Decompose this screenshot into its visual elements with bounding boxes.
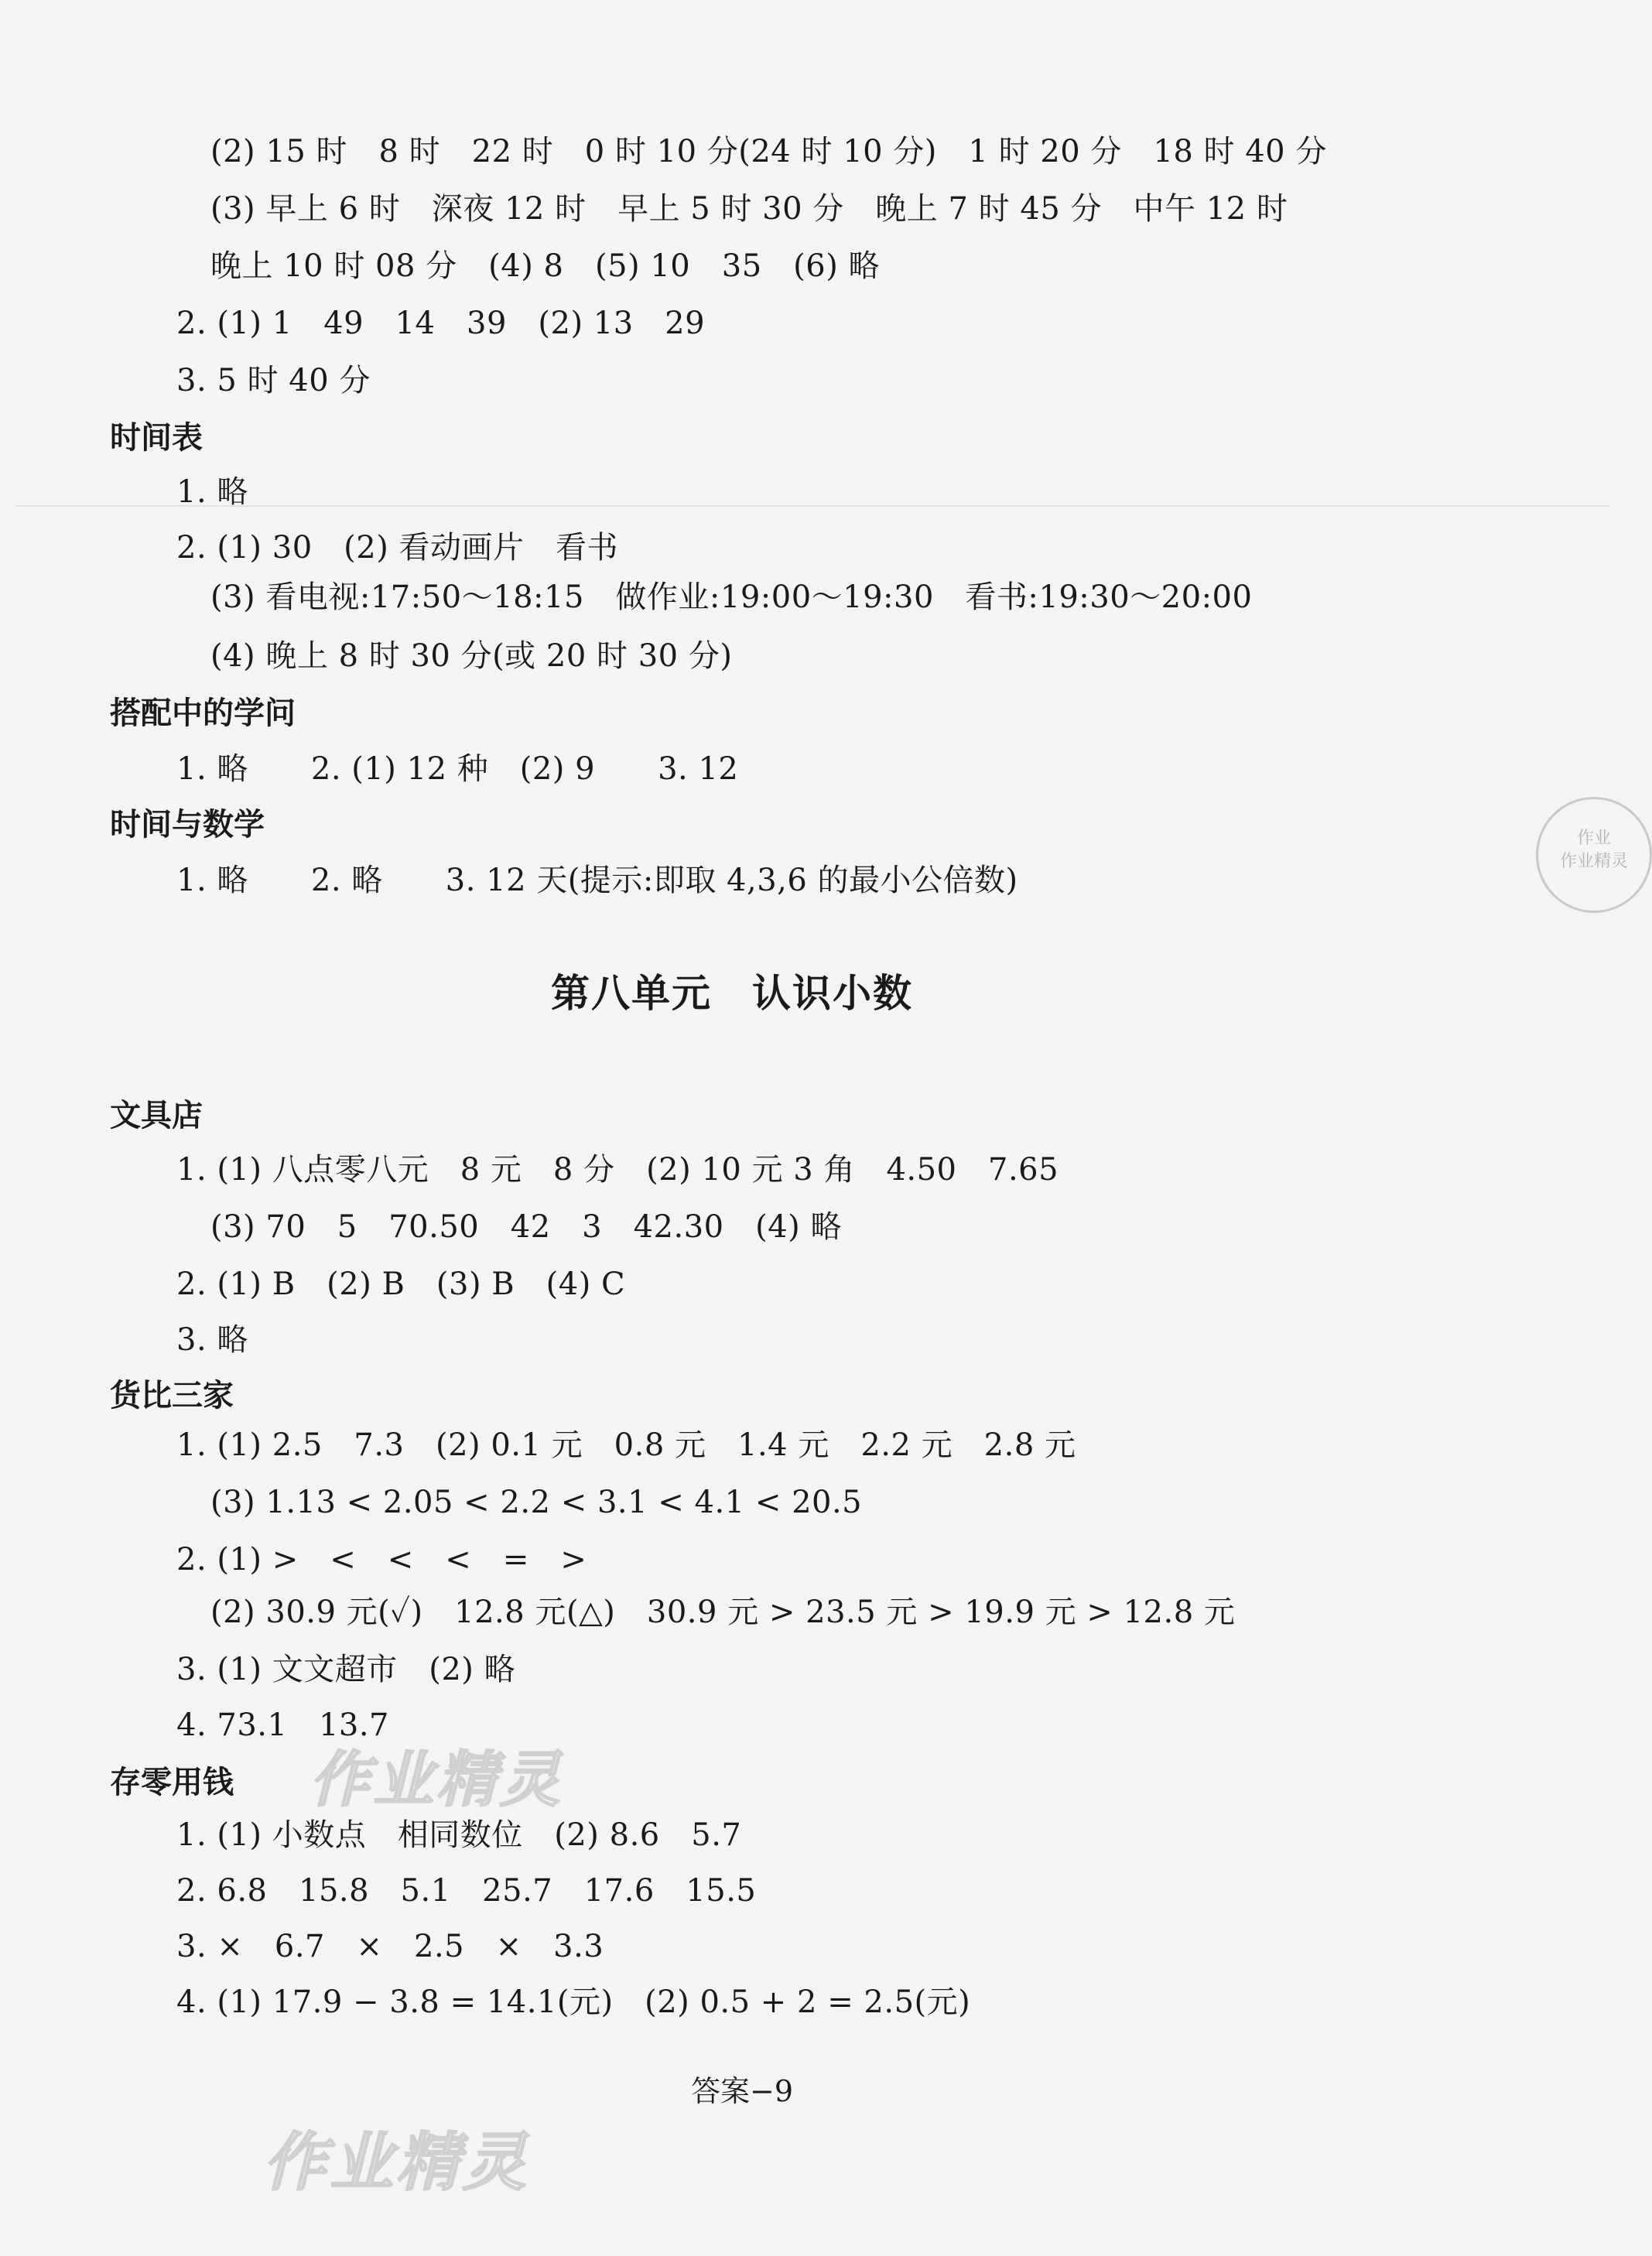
answer-line: 2. (1) > < < < = > [176,1542,587,1577]
answer-line: 2. (1) 30 (2) 看动画片 看书 [176,530,619,566]
section-heading: 搭配中的学问 [110,696,296,731]
section-heading: 文具店 [110,1098,203,1133]
answer-line: 3. 略 [176,1322,248,1358]
answer-line: (3) 70 5 70.50 42 3 42.30 (4) 略 [210,1209,842,1245]
answer-line: (4) 晚上 8 时 30 分(或 20 时 30 分) [210,638,733,674]
page-number: 答案−9 [691,2074,794,2108]
answer-line: 3. 5 时 40 分 [176,363,371,398]
answer-line: (2) 30.9 元(✓) 12.8 元(△) 30.9 元 > 23.5 元 > 19.9 元 > 12.8 元 [210,1595,1236,1630]
answer-line: (3) 1.13 < 2.05 < 2.2 < 3.1 < 4.1 < 20.5 [210,1485,863,1520]
answer-line: 1. (1) 2.5 7.3 (2) 0.1 元 0.8 元 1.4 元 2.2 元 2.8 元 [176,1427,1076,1463]
answer-line: 1. (1) 小数点 相同数位 (2) 8.6 5.7 [176,1817,742,1853]
unit-title: 第八单元 认识小数 [551,971,913,1016]
answer-line: (3) 看电视:17:50～18:15 做作业:19:00～19:30 看书:19:30～20:00 [210,579,1253,615]
answer-line: 2. (1) 1 49 14 39 (2) 13 29 [176,306,706,341]
stamp-text-bottom: 作业精灵 [1559,852,1628,871]
answer-line: (3) 早上 6 时 深夜 12 时 早上 5 时 30 分 晚上 7 时 45 分 中午 12 时 [210,191,1288,227]
answer-line: 3. × 6.7 × 2.5 × 3.3 [176,1929,604,1964]
answer-line: 4. 73.1 13.7 [176,1707,390,1743]
section-heading: 货比三家 [110,1378,234,1413]
answer-line: 2. 6.8 15.8 5.1 25.7 17.6 15.5 [176,1873,757,1909]
watermark-logo: 作业精灵 [263,2126,529,2200]
stamp-text-top: 作业 [1576,829,1611,848]
stamp-logo [1536,797,1652,913]
answer-line: 1. (1) 八点零八元 8 元 8 分 (2) 10 元 3 角 4.50 7.65 [176,1152,1059,1188]
section-heading: 时间表 [110,420,203,456]
answer-line: 1. 略 [176,474,248,510]
answer-line: 1. 略 2. 略 3. 12 天(提示:即取 4,3,6 的最小公倍数) [176,863,1018,898]
answer-line: (2) 15 时 8 时 22 时 0 时 10 分(24 时 10 分) 1 时 20 分 18 时 40 分 [210,134,1327,169]
answer-line: 4. (1) 17.9 − 3.8 = 14.1(元) (2) 0.5 + 2 = 2.5(元) [176,1984,971,2020]
answer-line: 1. 略 2. (1) 12 种 (2) 9 3. 12 [176,751,739,787]
section-heading: 时间与数学 [110,807,265,843]
watermark-logo: 作业精灵 [310,1745,564,1815]
section-heading: 存零用钱 [110,1765,234,1800]
answer-line: 晚上 10 时 08 分 (4) 8 (5) 10 35 (6) 略 [210,248,881,284]
page-fold-line [15,505,1609,507]
answer-line: 2. (1) B (2) B (3) B (4) C [176,1266,626,1302]
answer-line: 3. (1) 文文超市 (2) 略 [176,1652,516,1687]
